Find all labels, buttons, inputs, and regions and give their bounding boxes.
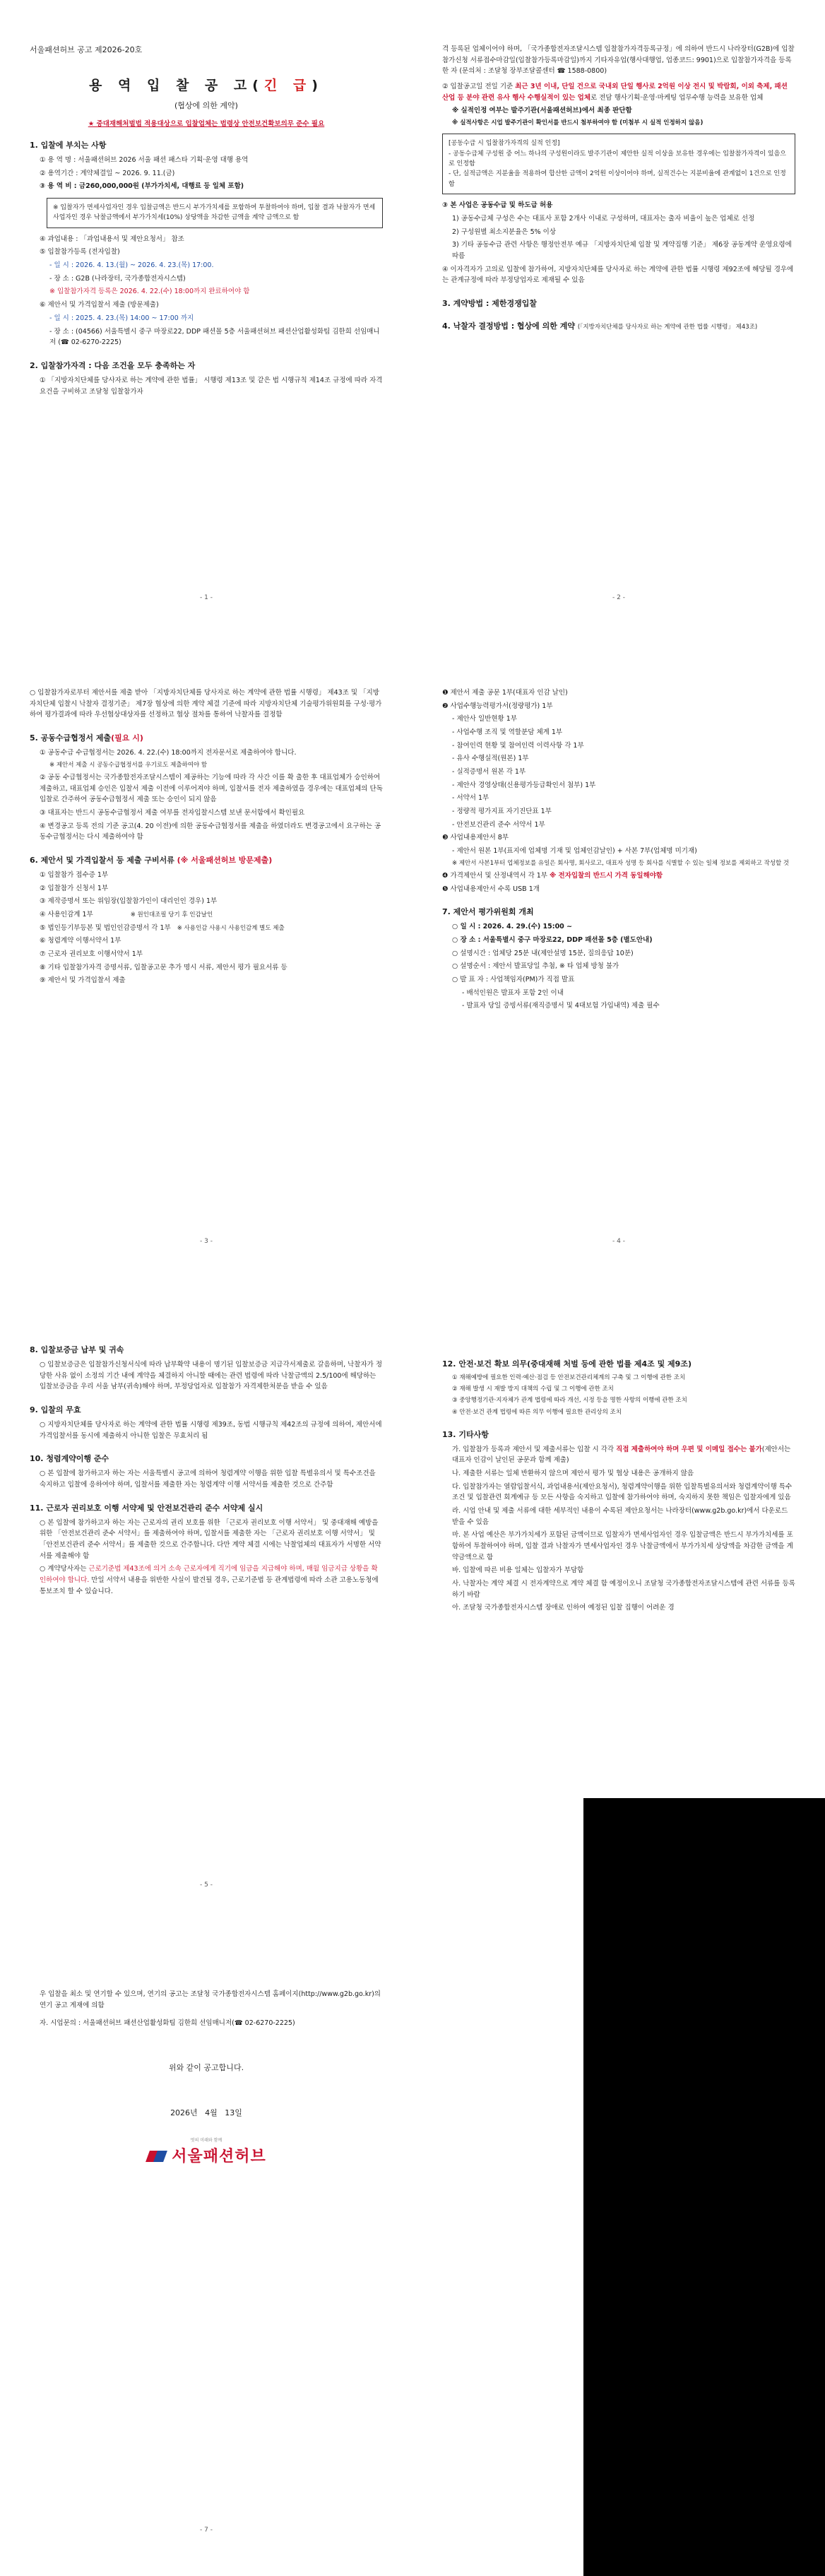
performance-note-1: ※ 실적인정 여부는 발주기관(서울패션허브)에서 최종 판단함: [452, 107, 632, 115]
performance-req-suffix: 로 전담 행사기획·운영·마케팅 업무수행 능력을 보유한 업체: [590, 93, 764, 102]
performance-req-prefix: ② 입찰공고일 전일 기준: [442, 83, 516, 91]
page-number: - 2 -: [612, 594, 625, 601]
performance-req-highlight: 최근 3년 이내, 단일 건으로 국내외 단일 행사로 2억원 이상 전시 및 박람회, 이외 축제, 패션 산업 등 분야 관련 유사 행사 수행실적이 있는 업체: [442, 83, 788, 102]
page-4: [412, 644, 825, 1287]
doc-item-4-label: ④ 사용인감계 1부: [40, 910, 93, 918]
agreement-item-1-note: ※ 제안서 제출 시 공동수급협정서를 우기로도 제출하여야 함: [49, 761, 208, 769]
joint-item-1: 1) 공동수급체 구성은 수는 대표사 포함 2개사 이내로 구성하며, 대표자는 출자 비율이 높은 업체로 선정: [452, 214, 755, 223]
bid-registration-place: - 장 소 : G2B (나라장터, 국가종합전자시스템): [49, 274, 186, 283]
joint-item-3: 3) 기타 공동수급 관련 사항은 행정안전부 예규 「지방자치단체 입찰 및 계약집행 기준」 제6장 공동계약 운영요령에 따름: [452, 241, 792, 260]
misc-item-ra: 라. 시업 안내 및 제출 서류에 대한 세부적인 내용이 수록된 제안요청서는 나라장터(www.g2b.go.kr)에서 다운로드 받을 수 있음: [452, 1507, 788, 1526]
proposal-submission-place: - 장 소 : (04566) 서울특별시 중구 마장로22, DDP 패션몰 5층 서울패션허브 패션산업활성화팀 김한희 선임매니저 (☎ 02-6270-2225): [49, 327, 380, 347]
misc-ga-highlight: 직접 제출하여야 하며 우편 및 이메일 접수는 불가: [616, 1445, 762, 1453]
page-7: [0, 1931, 412, 2576]
page-number: - 1 -: [200, 594, 213, 601]
proposal-doc-3-note: ※ 제안서 사본1부터 업체정보를 유일은 회사명, 회사로고, 대표자 성명 등 회사를 식별할 수 있는 일체 정보를 제외하고 작성할 것: [452, 859, 790, 867]
section-6-note: (※ 서울패션허브 방문제출): [177, 855, 273, 865]
proposal-doc-2a: - 제안사 일반현황 1부: [452, 715, 517, 723]
bid-registration-date: - 일 시 : 2026. 4. 13.(월) ~ 2026. 4. 23.(목) 17:00.: [49, 261, 214, 270]
proposal-doc-3: ❸ 사업내용제안서 8부: [442, 834, 509, 842]
proposal-doc-2: ❷ 사업수행능력평가서(정량평가) 1부: [442, 702, 553, 710]
misc-item-ma: 마. 본 사업 예산은 부가가치세가 포함된 금액이므로 입찰자가 면세사업자인 경우 입찰금액은 반드시 부가가치세를 포함하여 투찰하여야 하며, 입찰 결과 낙찰자가 면세사업자인 경우 낙찰금액에서 부가가치세 상당액을 차감한 금액을 계약금액으로 함: [452, 1531, 793, 1561]
doc-item-4-note: ※ 원인대조필 당기 후 인감날인: [130, 911, 213, 918]
doc-item-5-note: ※ 사용인감 사용시 사용인감계 별도 제출: [177, 924, 285, 932]
proposal-doc-2d: - 유사 수행실적(원본) 1부: [452, 755, 529, 763]
misc-item-ba: 바. 입찰에 따른 비용 일체는 입찰자가 부담함: [452, 1566, 584, 1575]
eval-documents: - 발표자 당일 증빙서류(재직증명서 및 4대보험 가입내역) 제출 필수: [462, 1002, 660, 1010]
performance-note-2: ※ 실적사항은 시업 발주기관이 확인서를 반드시 첨부하여야 함 (미첨부 시 실적 인정하지 않음): [452, 119, 704, 127]
doc-item-7: ⑦ 근로자 권리보호 이행서약서 1부: [40, 950, 143, 958]
proposal-doc-2g: - 서약서 1부: [452, 794, 489, 803]
misc-ga-suffix: (제안서는 대표자 인감이 날인된 공문과 함께 제출): [452, 1445, 791, 1465]
doc-item-2: ② 입찰참가 신청서 1부: [40, 884, 109, 892]
performance-requirement: [442, 81, 795, 103]
doc-item-1: ① 입찰참가 접수증 1부: [40, 870, 109, 879]
proposal-doc-4: [442, 870, 795, 882]
empty-page-area: [583, 1798, 825, 2576]
worker-rights-text: ○ 본 입찰에 참가하고자 하는 자는 근로자의 권리 보호를 위한 「근로자 권리보호 이행 서약서」 및 중대재해 예방을 위한 「안전보건관리 준수 서약서」를 제출하여야 하며, 입찰서를 제출한 자는 「근로자 권리보호 이행 서약서」 및 「안전보건관리 준수 서약서」를 제출한 것으로 간주합니다. 다만 계약 체결 시에는 낙찰업체의 대표자가 서명한 서약서를 제출해야 함: [40, 1518, 381, 1560]
eval-presenter: ○ 발 표 자 : 사업책임자(PM)가 직접 발표: [452, 975, 575, 983]
joint-item-2: 2) 구성원별 최소지분율은 5% 이상: [452, 228, 557, 236]
proposal-submission: ⑥ 제안서 및 가격입찰서 제출 (방문제출): [40, 301, 159, 309]
doc-item-9: ⑨ 제안서 및 가격입찰서 제출: [40, 976, 126, 985]
proposal-doc-1: ❶ 제안서 제출 공문 1부(대표자 인감 날인): [442, 689, 568, 697]
safety-notice: ★ 중대재해처벌법 적용대상으로 입찰업체는 법령상 안전보건확보의무 준수 필요: [88, 120, 325, 128]
section-5-heading: [30, 732, 383, 743]
proposal-doc-5: ❺ 사업내용제안서 수록 USB 1개: [442, 885, 540, 893]
task-content: ④ 과업내용 : 「과업내용서 및 제안요청서」 참조: [40, 235, 184, 243]
integrity-text: ○ 본 입찰에 참가하고자 하는 자는 서울특별시 공고에 의하여 청렴계약 이행을 위한 입찰 특별유의서 및 특수조건을 숙지하고 입찰에 응하여야 하며, 입찰서를 제출한 자는 청렴계약 이행 서약서를 제출한 것으로 간주함: [40, 1470, 376, 1489]
qualification-text: ① 「지방자치단체를 당사자로 하는 계약에 관한 법률」 시행령 제13조 및 같은 법 시행규칙 제14조 규정에 따라 자격요건을 구비하고 조달청 입찰참가자: [40, 376, 383, 396]
misc-item-a: 아. 조달청 국가종합전자시스템 장애로 인하여 예정된 입찰 집행이 어려운 경: [452, 1604, 675, 1612]
doc-item-8: ⑧ 기타 입찰참가자격 증명서류, 입찰공고문 추가 명시 서류, 제안서 평가 필요서류 등: [40, 963, 287, 971]
eval-date: ○ 일 시 : 2026. 4. 29.(수) 15:00 ~: [452, 923, 573, 931]
page-number: - 7 -: [200, 2527, 213, 2534]
page-2: [412, 0, 825, 644]
title-end: ): [311, 78, 324, 93]
section-6-heading: [30, 854, 383, 865]
agreement-item-1: ① 공동수급 수급협정서는 2026. 4. 22.(수) 18:00까지 전자문서로 제출하여야 합니다.: [40, 749, 297, 757]
proposal-doc-2b: - 사업수행 조직 및 역할분담 체계 1부: [452, 728, 563, 737]
page-3: [0, 644, 412, 1287]
proposal-doc-2h: - 정량적 평가지표 자기진단표 1부: [452, 808, 552, 816]
agreement-item-3: ③ 대표자는 반드시 공동수급협정서 제출 여부를 전자입찰시스템 보낸 문서함에서 확인필요: [40, 808, 305, 817]
qualification-continued: 격 등록된 업체이어야 하며, 「국가종합전자조달시스템 입찰참가자격등록규정」에 의하여 반드시 나라장터(G2B)에 입찰참가신청 서류접수마감일(입찰참가등록마감일)까지 기타자유업(행사대행업, 업종코드: 9901)으로 입찰참가자격을 등록한 자 (문의처 : 조달청 장부조달콜센터 ☎ 1588-0800): [442, 45, 795, 76]
section-5-note: (필요 시): [111, 733, 143, 743]
agreement-item-2: ② 공동 수급협정서는 국가종합전자조달시스템이 제공하는 기능에 따라 각 사간 이를 확 출한 후 대표업체가 승인하여 제출하고, 대표업체 승인은 입찰서 제출 이전에 이루어져야 하며, 입찰서를 전자 제출하였을 경우에는 대표업체의 단독입찰로 간주하여 공동수급협정서 제출 또는 승인이 되지 않음: [40, 773, 383, 804]
postpone-text: 우 입찰을 최소 및 연기할 수 있으며, 연기의 공고는 조달청 국가종합전자시스템 홈페이지(http://www.g2b.go.kr)의 연기 공고 게재에 의함: [40, 1990, 381, 2009]
bid-registration: [30, 247, 383, 258]
proposal-doc-2i: - 안전보건관리 준수 서약서 1부: [452, 820, 545, 829]
safety-item-4: ④ 안전·보건 관계 법령에 따른 의무 이행에 필요한 관리상의 조치: [452, 1408, 622, 1416]
section-7-heading: 7. 제안서 평가위원회 개최: [442, 907, 534, 917]
bid-registration-label: ⑤ 입찰참가등록 (전자입찰): [40, 248, 120, 256]
evaluation-process: ○ 입찰참가자로부터 제안서를 제출 받아 「지방자치단체를 당사자로 하는 계약에 관한 법률 시행령」 제43조 및 「지방자치단체 입찰시 낙찰자 결정기준」 제7장 협상에 의한 계약 체결 기준에 따라 지방자치단체 기술평가위원회를 구성·평가하여 평가결과에 따라 우선협상대상자를 선정하고 협상 절차를 통하여 낙찰자를 결정함: [30, 689, 382, 719]
vat-notice-box: ※ 입찰자가 면세사업자인 경우 입찰금액은 반드시 부가가치세를 포함하여 투찰하여야 하며, 입찰 결과 낙찰자가 면세사업자인 경우 낙찰금액에서 부가가치세(10%) 상당액을 차감한 금액을 계약 금액으로 함: [47, 198, 383, 228]
subtitle: (협상에 의한 계약): [174, 101, 238, 110]
doc-item-3: ③ 제작증명서 또는 위임장(입찰참가인이 대리인인 경우) 1부: [40, 897, 218, 906]
sanction-notice: ④ 이자격자가 고의로 입찰에 참가하여, 지방자치단체를 당사자로 하는 계약에 관한 법률 시행령 제92조에 해당될 경우에는 관계규정에 따라 부정당업자로 제재될 수 있음: [442, 265, 794, 285]
section-4-ref: (「지방자치단체를 당사자로 하는 계약에 관한 법률 시행령」 제43조): [577, 323, 758, 331]
safety-item-3: ③ 중앙행정기관·지자체가 관계 법령에 따라 개선, 시정 등을 명한 사항의 이행에 관한 조치: [452, 1397, 687, 1405]
section-3-heading: 3. 계약방법 : 제한경쟁입찰: [442, 298, 537, 308]
section-10-heading: 10. 청렴계약이행 준수: [30, 1454, 109, 1464]
section-9-heading: 9. 입찰의 무효: [30, 1405, 81, 1415]
page-number: - 3 -: [200, 1238, 213, 1245]
safety-item-1: ① 재해예방에 필요한 인력·예산·점검 등 안전보건관리체계의 구축 및 그 이행에 관한 조치: [452, 1374, 686, 1381]
misc-item-sa: 사. 낙찰자는 계약 체결 시 전자계약으로 계약 체결 함 예정이오니 조달청 국가종합전자조달시스템에 관련 서류를 등록하기 바람: [452, 1580, 795, 1599]
doc-item-4: [30, 909, 383, 921]
agreement-item-4: ④ 변경공고 등록 전의 기준 공고(4. 20 이전)에 의한 공동수급협정서를 제출을 하였더라도 변경공고에서 요구하는 공동수급협정서는 다시 제출하여야 함: [40, 822, 381, 841]
wage-text: [30, 1564, 383, 1597]
deposit-text: ○ 입찰보증금은 입찰참가신청서식에 따라 납부확약 내용이 명기된 입찰보증금 지급각서제출로 갈음하며, 낙찰자가 정당한 사유 없이 소정의 기간 내에 계약을 체결하지 아니할 때에는 관련 법령에 따라 낙찰금액의 2.5/100에 해당하는 입찰보증금을 우리 서울 남부(귀속)해야 하며, 부정당업자로 입찰참가 자격제한처분을 받을 수 있음: [40, 1361, 383, 1391]
closing-text: 위와 같이 공고합니다.: [168, 2063, 244, 2073]
page-title: [30, 75, 383, 94]
misc-item-ga: [442, 1444, 795, 1466]
announcement-number: 서울패션허브 공고 제2026-20호: [30, 45, 143, 54]
section-6-title: 6. 제안서 및 가격입찰서 등 제출 구비서류: [30, 855, 177, 865]
joint-bid-box: [공동수급 시 입찰참가자격의 실적 인정] - 공동수급체 구성원 중 어느 하나의 구성원이라도 발주기관이 제안한 실적 이상을 보유한 경우에는 입찰참가자격이 있음으로 인정함 - 단, 실적금액은 지분율을 적용하여 합산한 금액이 2억원 이상이어야 하며, 실적건수는 지분비율에 관계없이 1건으로 인정함: [442, 134, 795, 194]
contact-text: 자. 시업문의 : 서울패션허브 패션산업활성화팀 김한희 선임매니저(☎ 02-6270-2225): [40, 2019, 295, 2028]
section-4-title: 4. 낙찰자 결정방법 : 협상에 의한 계약: [442, 321, 575, 331]
section-2-heading: 2. 입찰참가자격 : 다음 조건을 모두 충족하는 자: [30, 360, 196, 370]
section-12-heading: 12. 안전·보건 확보 의무(중대재해 처벌 등에 관한 법률 제4조 및 제9조): [442, 1359, 692, 1369]
eval-place: ○ 장 소 : 서울특별시 중구 마장로22, DDP 패션몰 5층 (별도안내): [452, 935, 653, 944]
section-11-heading: 11. 근로자 권리보호 이행 서약제 및 안전보건관리 준수 서약제 실시: [30, 1503, 263, 1513]
safety-item-2: ② 재해 발생 시 재발 방지 대책의 수립 및 그 이행에 관한 조치: [452, 1386, 614, 1393]
section-4-heading: [442, 320, 795, 332]
proposal-doc-4-note: ※ 전자입찰의 반드시 가격 동일해야함: [549, 871, 663, 880]
brand-logo: [30, 2144, 383, 2166]
page-number: - 5 -: [200, 1881, 213, 1889]
proposal-doc-3a: - 제안서 원본 1부(표지에 업체명 기재 및 업체인감날인) + 사본 7부(업체명 미기재): [452, 847, 697, 856]
page-5: [0, 1287, 412, 1931]
proposal-submission-date: - 일 시 : 2025. 4. 23.(목) 14:00 ~ 17:00 까지: [49, 314, 194, 322]
logo-text: 서울패션허브: [172, 2148, 266, 2166]
proposal-doc-2c: - 참여인력 현황 및 참여인력 이력사항 각 1부: [452, 741, 584, 750]
section-8-heading: 8. 입찰보증금 납부 및 귀속: [30, 1345, 124, 1354]
bid-registration-deadline: ※ 입찰참가자격 등록은 2026. 4. 22.(수) 18:00까지 완료하여야 함: [49, 288, 250, 296]
service-name: ① 용 역 명 : 서울패션허브 2026 서울 패션 패스타 기획·운영 대행 용역: [40, 156, 249, 164]
announcement-date: 2026년 4월 13일: [170, 2108, 242, 2118]
section-5-title: 5. 공동수급협정서 제출: [30, 733, 112, 743]
proposal-doc-2e: - 실적증명서 원본 각 1부: [452, 768, 526, 776]
doc-item-6: ⑥ 청렴계약 이행서약서 1부: [40, 937, 121, 945]
proposal-doc-4-label: ❹ 가격제안서 및 산정내역서 각 1부: [442, 871, 550, 880]
service-period: ② 용역기간 : 계약체결일 ~ 2026. 9. 11.(금): [40, 169, 175, 177]
page-1: [0, 0, 412, 644]
logo-tagline: 멋의 미래와 함께: [190, 2138, 222, 2144]
invalid-bid-text: ○ 지방자치단체를 당사자로 하는 계약에 관한 법률 시행령 제39조, 동법 시행규칙 제42조의 규정에 의하여, 제안서에 가격입찰서를 동시에 제출하지 아니한 입찰은 무효처리 됨: [40, 1421, 382, 1440]
title-urgent: 긴 급: [263, 78, 312, 93]
misc-item-da: 다. 입찰참가자는 열람입찰서식, 과업내용서(제안요청서), 청렴계약이행을 위한 입찰특별유의서와 청렴계약이행 특수조건 및 입찰관련 회계예규 등 모든 사항을 숙지하고 입찰에 참가하여야 하며, 숙지하지 못한 책임은 입찰자에게 있음: [452, 1482, 793, 1502]
doc-item-5-label: ⑤ 법인등기부등본 및 법인인감증명서 각 1부: [40, 923, 171, 932]
joint-subcontract-heading: ③ 본 사업은 공동수급 및 하도급 허용: [442, 201, 553, 210]
eval-order: ○ 설명순서 : 제안서 발표당일 추첨, ※ 타 업체 방청 불가: [452, 962, 619, 971]
doc-item-5: [30, 923, 383, 934]
page-number: - 4 -: [612, 1238, 625, 1245]
service-cost: ③ 용 역 비 : 금260,000,000원 (부가가치세, 대행료 등 일체 포함): [40, 182, 244, 191]
proposal-doc-2f: - 제안사 경영상태(신용평가등급확인서 첨부) 1부: [452, 781, 596, 789]
misc-ga-prefix: 가. 입찰참가 등록과 제안서 및 제출서류는 입찰 시 각각: [452, 1445, 617, 1453]
eval-duration: ○ 설명시간 : 업체당 25분 내(제안설명 15분, 질의응답 10분): [452, 949, 634, 957]
wage-highlight: 근로기준법 제43조에 의거 소속 근로자에게 직기에 임금을 지급해야 하며, 매월 임금지급 상황을 확인하여야 합니다.: [40, 1565, 378, 1585]
misc-item-na: 나. 제출한 서류는 일체 반환하지 않으며 제안서 평가 및 협상 내용은 공개하지 않음: [452, 1470, 694, 1478]
eval-attendees: - 배석인원은 발표자 포함 2인 이내: [462, 988, 564, 997]
wage-prefix: ○ 계약당사자는: [40, 1565, 89, 1573]
wage-suffix: 만일 서약서 내용을 위반한 사실이 발견될 경우, 근로기준법 등 관계법령에 따라 소관 고용노동청에 통보조치 할 수 있습니다.: [40, 1576, 379, 1595]
title-main: 용 역 입 찰 공 고(: [89, 78, 264, 93]
section-13-heading: 13. 기타사항: [442, 1429, 489, 1439]
section-1-heading: 1. 입찰에 부치는 사항: [30, 141, 107, 150]
logo-mark-icon: [146, 2148, 167, 2163]
